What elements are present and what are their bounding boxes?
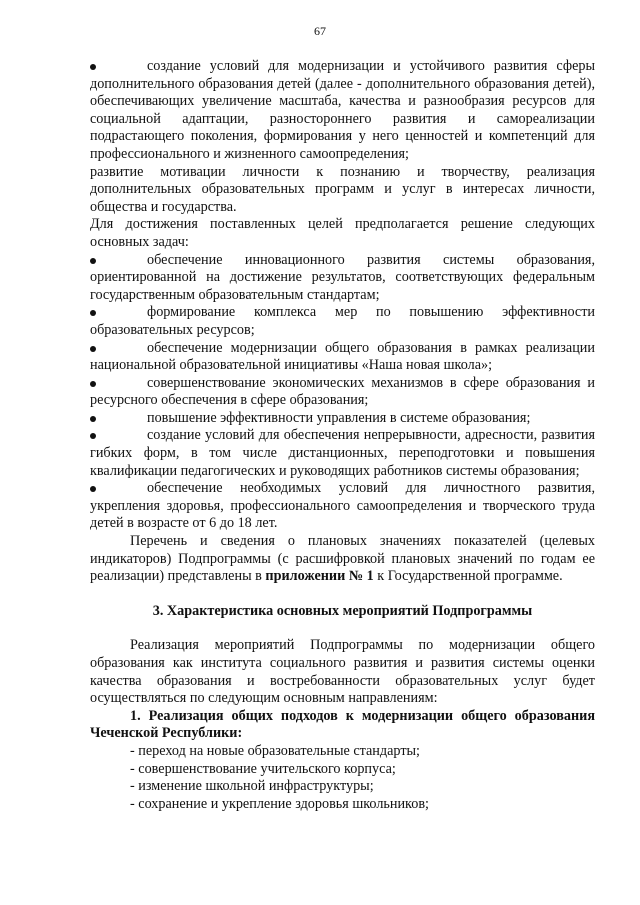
bullet-item: [90, 480, 595, 533]
bullet-icon: [90, 64, 96, 70]
bullet-icon: [90, 416, 96, 422]
bullet-text: совершенствование экономических механизмов в сфере образования и ресурсного обеспечения в сфере образования;: [90, 374, 595, 409]
bullet-icon: [90, 433, 96, 439]
paragraph: Реализация мероприятий Подпрограммы по модернизации общего образования как института социального развития и развития системы оценки качества образования и востребованности образовательных услуг будет осуществляться по следующим основным направлениям:: [90, 637, 595, 707]
appendix-reference: приложении № 1: [265, 568, 374, 585]
bullet-icon: [90, 310, 96, 316]
paragraph-text: к Государственной программе.: [373, 568, 563, 585]
bullet-icon: [90, 258, 96, 264]
dash-list-item: - совершенствование учительского корпуса;: [130, 760, 396, 777]
bullet-text: повышение эффективности управления в системе образования;: [147, 409, 531, 426]
bullet-text: обеспечение инновационного развития системы образования, ориентированной на достижение результатов, соответствующих федеральным государственным образовательным стандартам;: [90, 251, 595, 303]
bullet-text: формирование комплекса мер по повышению эффективности образовательных ресурсов;: [90, 304, 595, 338]
bullet-item: [90, 304, 595, 339]
paragraph: Для достижения поставленных целей предполагается решение следующих основных задач:: [90, 216, 595, 250]
bullet-icon: [90, 486, 96, 492]
paragraph-text: Перечень и сведения о плановых значениях показателей (целевых индикаторов) Подпрограммы (с расшифровкой плановых значений по годам ее реализации) представлены в: [90, 533, 595, 585]
dash-list-item: - изменение школьной инфраструктуры;: [130, 778, 374, 795]
dash-list-item: - сохранение и укрепление здоровья школьников;: [130, 795, 429, 812]
bullet-item: [90, 252, 595, 305]
bullet-text: создание условий для обеспечения непрерывности, адресности, развития гибких форм, в том числе дистанционных, переподготовки и повышения квалификации педагогических и руководящих работников системы образования;: [90, 427, 595, 479]
section-heading: 3. Характеристика основных мероприятий Подпрограммы: [152, 602, 533, 619]
subsection-heading: 1. Реализация общих подходов к модернизации общего образования Чеченской Республики:: [90, 707, 595, 742]
document-body: [90, 58, 595, 813]
bullet-item: [90, 58, 595, 164]
bullet-icon: [90, 381, 96, 387]
bullet-text: обеспечение модернизации общего образования в рамках реализации национальной образовательной инициативы «Наша новая школа»;: [90, 339, 595, 374]
bullet-item: [90, 340, 595, 375]
dash-list-item: - переход на новые образовательные стандарты;: [130, 742, 420, 759]
bullet-text: обеспечение необходимых условий для личностного развития, укрепления здоровья, профессионального самоопределения и творческого труда детей в возрасте от 6 до 18 лет.: [90, 480, 595, 532]
bullet-item: [90, 410, 595, 428]
bullet-item: [90, 427, 595, 480]
paragraph: [90, 533, 595, 586]
paragraph: развитие мотивации личности к познанию и творчеству, реализация дополнительных образовательных программ и услуг в интересах личности, общества и государства.: [90, 163, 595, 215]
bullet-text: создание условий для модернизации и устойчивого развития сферы дополнительного образования детей (далее - дополнительного образования детей), обеспечивающих увеличение масштаба, качества и разнообразия ресурсов для социальной адаптации, разностороннего развития и самореализации подрастающего поколения, формирования у него ценностей и компетенций для профессионального и жизненного самоопределения;: [90, 58, 595, 162]
bullet-item: [90, 375, 595, 410]
bullet-icon: [90, 346, 96, 352]
page-number: 67: [314, 24, 326, 38]
